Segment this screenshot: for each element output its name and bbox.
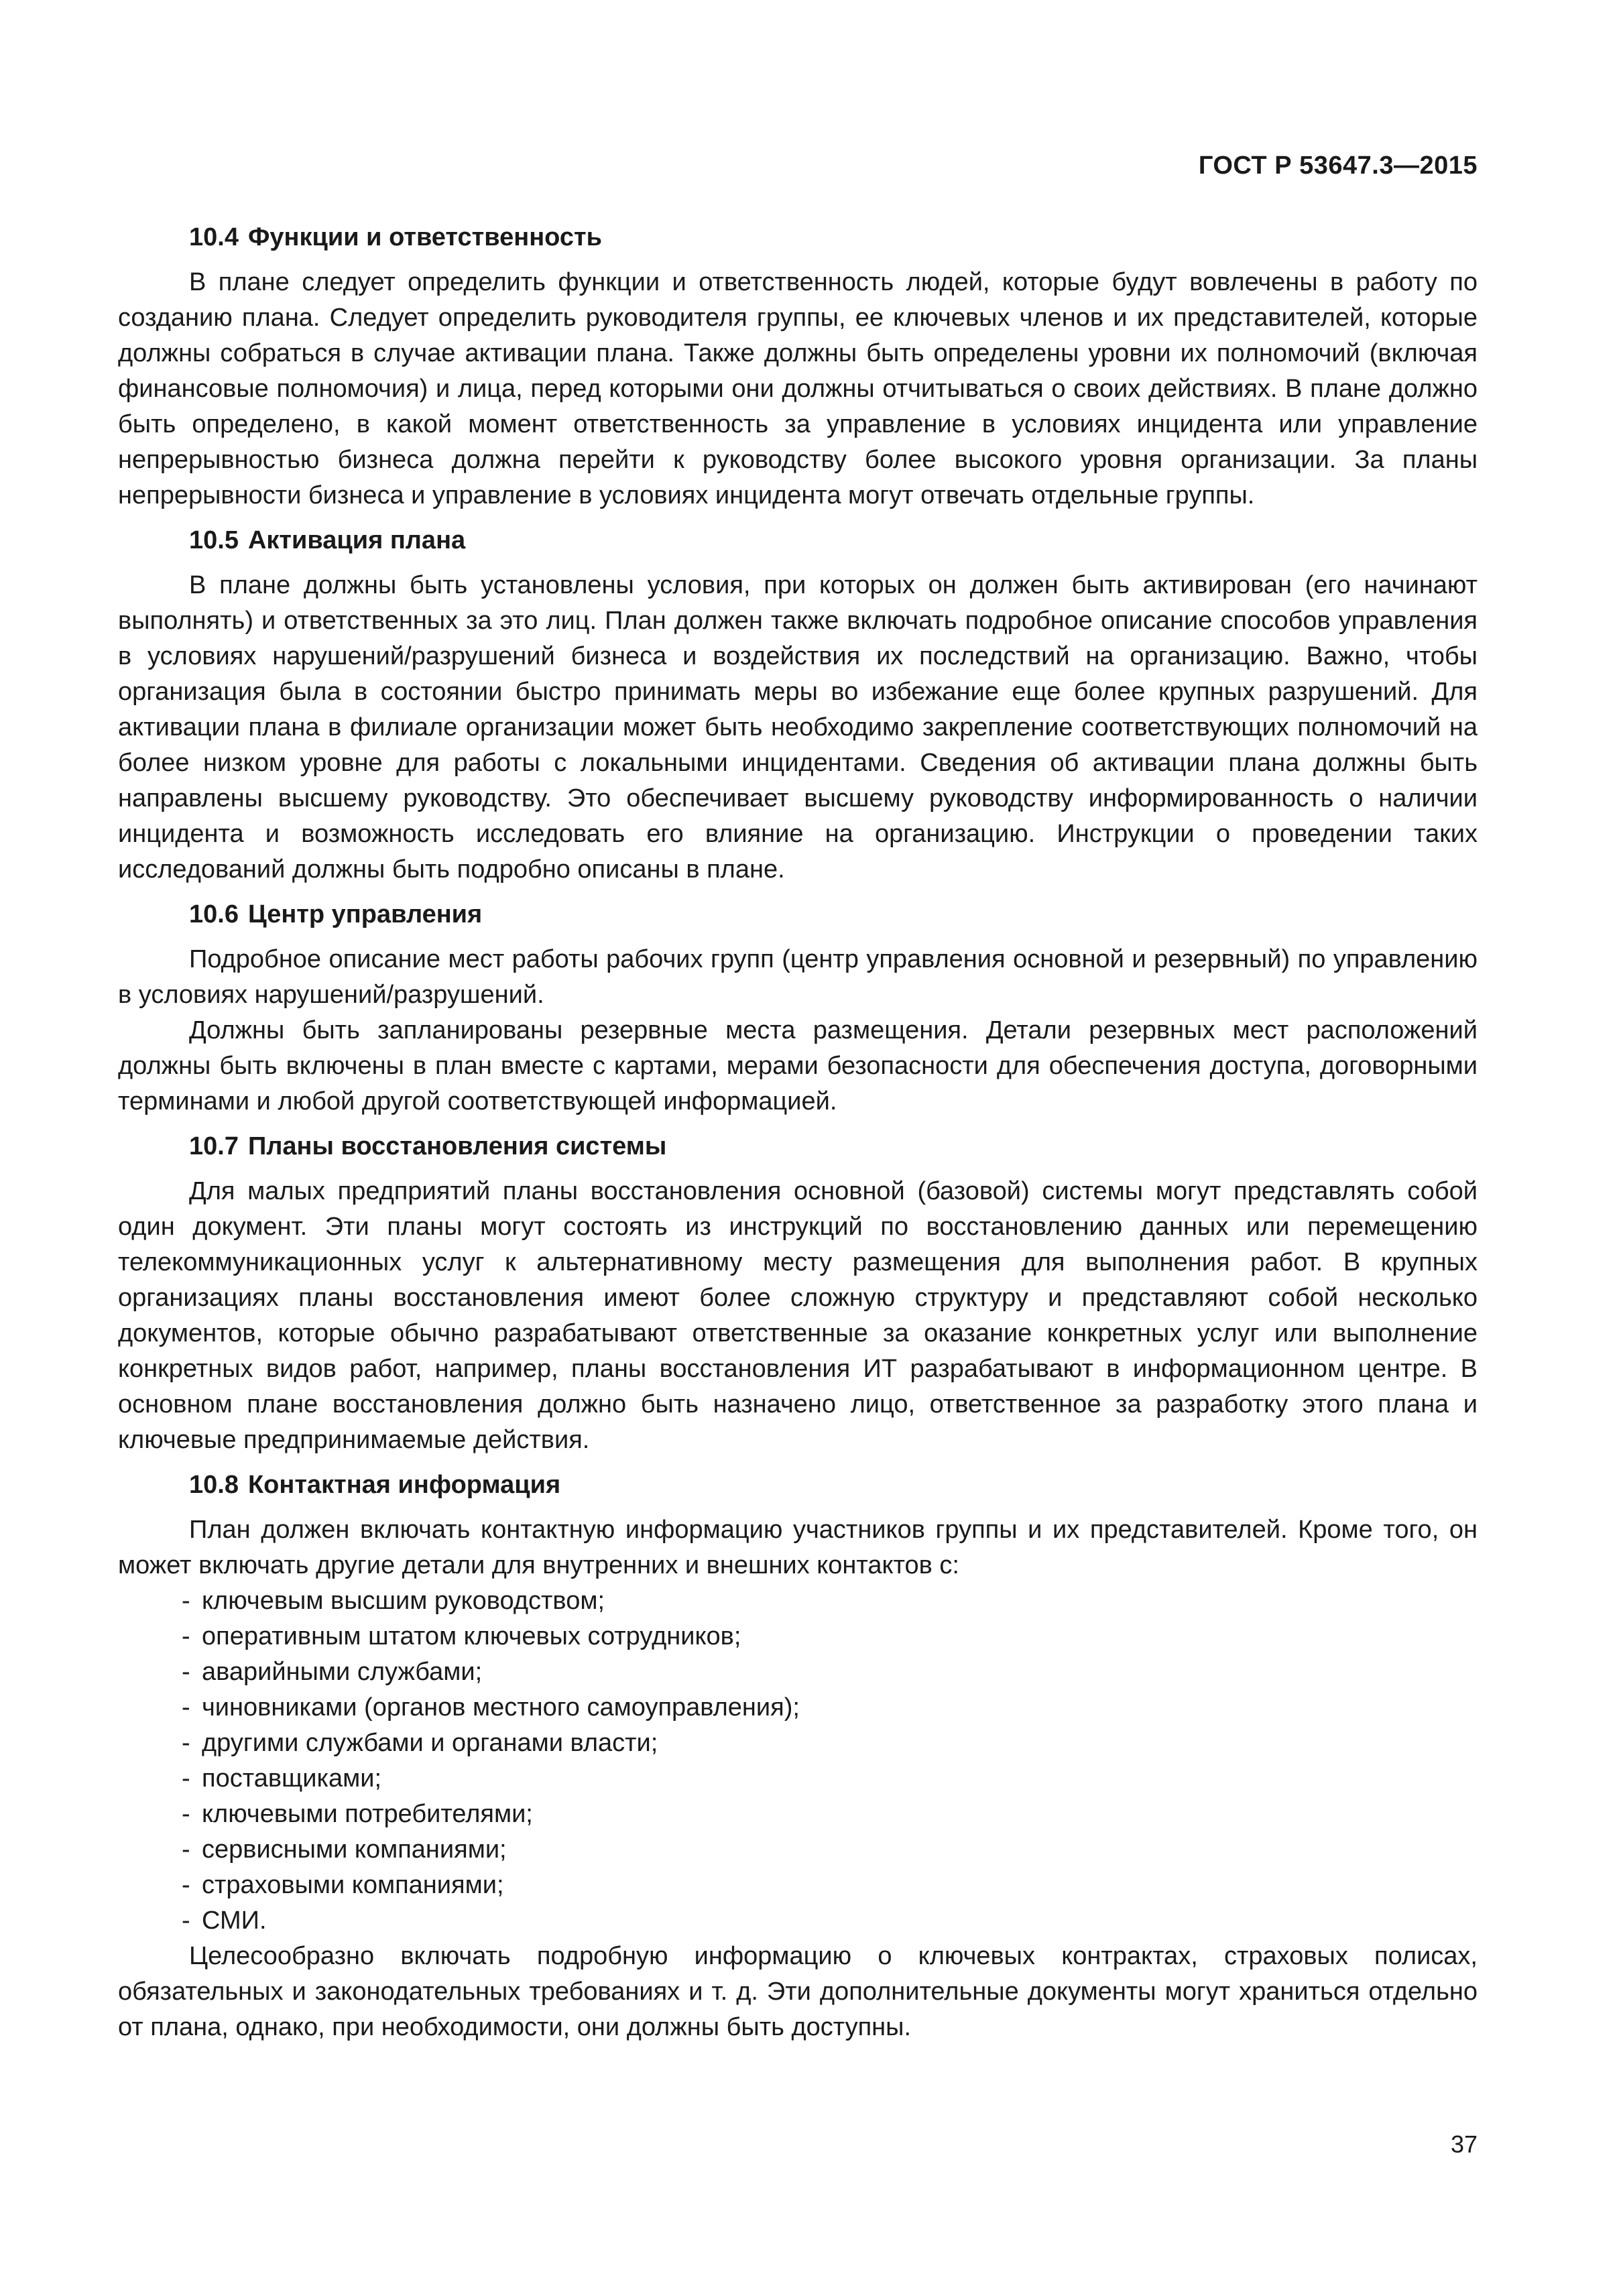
list-marker: - (182, 1835, 190, 1864)
list-item (182, 1903, 1478, 1939)
section-heading (118, 1129, 1478, 1164)
list-item-text: ключевым высшим руководством; (202, 1587, 605, 1615)
list-item (182, 1583, 1478, 1619)
list-item (182, 1690, 1478, 1726)
list-item-text: поставщиками; (202, 1764, 382, 1793)
list-marker: - (182, 1658, 190, 1686)
section-title: Активация плана (247, 526, 466, 554)
section-number: 10.6 (189, 900, 239, 928)
paragraph: Для малых предприятий планы восстановления основной (базовой) системы могут представлять собой один документ. Эти планы могут состоять из инструкций по восстановлению данных или перемещению телекоммуникационных услуг к альтернативному месту размещения для выполнения работ. В крупных организациях планы восстановления имеют более сложную структуру и представляют собой несколько документов, которые обычно разрабатывают ответственные за оказание конкретных услуг или выполнение конкретных видов работ, например, планы восстановления ИТ разрабатывают в информационном центре. В основном плане восстановления должно быть назначено лицо, ответственное за разработку этого плана и ключевые предпринимаемые действия. (118, 1177, 1478, 1454)
section-heading (118, 897, 1478, 932)
list-item-text: ключевыми потребителями; (202, 1800, 533, 1828)
document-standard-id: ГОСТ Р 53647.3—2015 (1198, 152, 1478, 180)
section-heading (118, 523, 1478, 558)
section-10-7 (118, 1129, 1478, 1458)
paragraph: План должен включать контактную информацию участников группы и их представителей. Кроме того, он может включать другие детали для внутренних и внешних контактов с: (118, 1516, 1478, 1579)
list-marker: - (182, 1764, 190, 1793)
list-item (182, 1619, 1478, 1654)
list-item (182, 1832, 1478, 1868)
section-heading (118, 1467, 1478, 1503)
section-10-4 (118, 220, 1478, 513)
list-item (182, 1868, 1478, 1903)
list-item-text: аварийными службами; (202, 1658, 483, 1686)
list-item-text: другими службами и органами власти; (202, 1729, 658, 1757)
list-marker: - (182, 1693, 190, 1721)
list-marker: - (182, 1871, 190, 1899)
list-item-text: страховыми компаниями; (202, 1871, 504, 1899)
section-10-8 (118, 1467, 1478, 2045)
section-title: Планы восстановления системы (247, 1132, 667, 1160)
section-title: Функции и ответственность (247, 223, 602, 251)
list-item-text: сервисными компаниями; (202, 1835, 507, 1864)
list-item (182, 1797, 1478, 1832)
section-10-5 (118, 523, 1478, 888)
paragraph: В плане должны быть установлены условия, при которых он должен быть активирован (его начинают выполнять) и ответственных за это лиц. План должен также включать подробное описание способов управления в условиях нарушений/разрушений бизнеса и воздействия их последствий на организацию. Важно, чтобы организация была в состоянии быстро принимать меры во избежание еще более крупных разрушений. Для активации плана в филиале организации может быть необходимо закрепление соответствующих полномочий на более низком уровне для работы с локальными инцидентами. Сведения об активации плана должны быть направлены высшему руководству. Это обеспечивает высшему руководству информированность о наличии инцидента и возможность исследовать его влияние на организацию. Инструкции о проведении таких исследований должны быть подробно описаны в плане. (118, 571, 1478, 884)
paragraph: В плане следует определить функции и ответственность людей, которые будут вовлечены в работу по созданию плана. Следует определить руководителя группы, ее ключевых членов и их представителей, которые должны собраться в случае активации плана. Также должны быть определены уровни их полномочий (включая финансовые полномочия) и лица, перед которыми они должны отчитываться о своих действиях. В плане должно быть определено, в какой момент ответственность за управление в условиях инцидента или управление непрерывностью бизнеса должна перейти к руководству более высокого уровня организации. За планы непрерывности бизнеса и управление в условиях инцидента могут отвечать отдельные группы. (118, 268, 1478, 509)
list-marker: - (182, 1587, 190, 1615)
section-10-6 (118, 897, 1478, 1120)
paragraph: Целесообразно включать подробную информацию о ключевых контрактах, страховых полисах, обязательных и законодательных требованиях и т. д. Эти дополнительные документы могут храниться отдельно от плана, однако, при необходимости, они должны быть доступны. (118, 1942, 1478, 2041)
list-item-text: чиновниками (органов местного самоуправления); (202, 1693, 800, 1721)
list-item-text: СМИ. (202, 1907, 267, 1935)
list-marker: - (182, 1907, 190, 1935)
list-item-text: оперативным штатом ключевых сотрудников; (202, 1622, 741, 1650)
section-number: 10.7 (189, 1132, 239, 1160)
section-number: 10.4 (189, 223, 239, 251)
section-number: 10.5 (189, 526, 239, 554)
contact-list (118, 1583, 1478, 1939)
document-body (118, 220, 1478, 2045)
list-marker: - (182, 1729, 190, 1757)
section-number: 10.8 (189, 1471, 239, 1499)
list-item (182, 1761, 1478, 1797)
section-title: Контактная информация (247, 1471, 561, 1499)
list-item (182, 1654, 1478, 1690)
section-heading (118, 220, 1478, 255)
list-marker: - (182, 1622, 190, 1650)
paragraph: Должны быть запланированы резервные места размещения. Детали резервных мест расположений должны быть включены в план вместе с картами, мерами безопасности для обеспечения доступа, договорными терминами и любой другой соответствующей информацией. (118, 1016, 1478, 1115)
page-number: 37 (1450, 2130, 1478, 2158)
list-item (182, 1726, 1478, 1761)
paragraph: Подробное описание мест работы рабочих групп (центр управления основной и резервный) по управлению в условиях нарушений/разрушений. (118, 945, 1478, 1009)
list-marker: - (182, 1800, 190, 1828)
section-title: Центр управления (247, 900, 483, 928)
